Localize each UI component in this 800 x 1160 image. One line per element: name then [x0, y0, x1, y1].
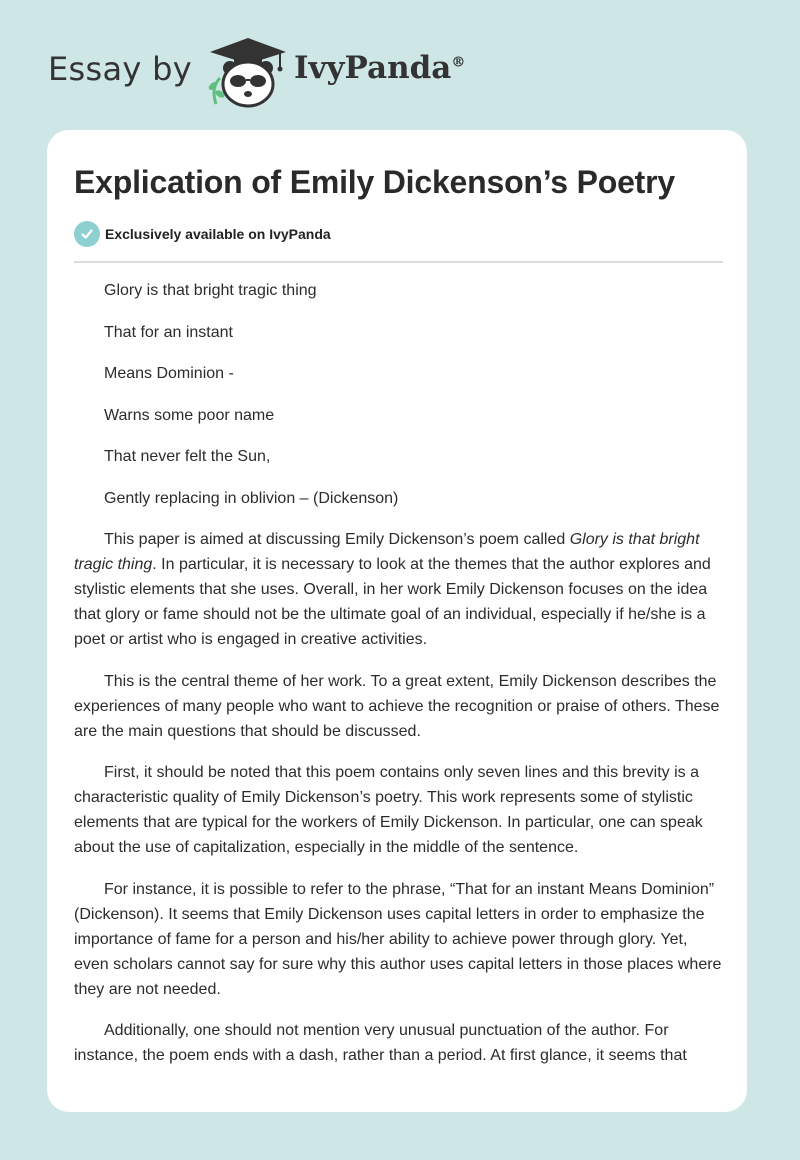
paragraph-text: This paper is aimed at discussing Emily Dickenson’s poem called	[104, 531, 570, 548]
verse-line: Glory is that bright tragic thing	[104, 282, 317, 299]
essay-card	[47, 130, 747, 1112]
brand-name[interactable]	[294, 50, 465, 86]
exclusive-badge	[74, 221, 331, 247]
page-title: Explication of Emily Dickenson’s Poetry	[74, 164, 675, 200]
verse-line: That for an instant	[104, 323, 233, 341]
brand-wordmark: IvyPanda	[294, 50, 452, 86]
essay-by-label: Essay by	[48, 50, 192, 88]
badge-label: Exclusively available on IvyPanda	[105, 226, 331, 242]
check-circle-icon	[74, 221, 100, 247]
verse-line: Warns some poor name	[104, 406, 275, 424]
site-header	[0, 0, 800, 130]
body-paragraph: First, it should be noted that this poem contains only seven lines and this brevity is a characteristic quality of Emily Dickenson’s poetry. This work represents some of stylistic elements that are typical for the workers of Emily Dickenson. In particular, one can speak about the use of capitalization, especially in the middle of the sentence.	[74, 764, 703, 856]
paragraph-text: . In particular, it is necessary to look at the themes that the author explores and stylistic elements that she uses. Overall, in her work Emily Dickenson focuses on the idea that glory or fame should not be the ultimate goal of an individual, especially if he/she is a poet or artist who is engaged in creative activities.	[74, 556, 711, 648]
body-paragraph: This is the central theme of her work. To a great extent, Emily Dickenson describes the experiences of many people who want to achieve the recognition or praise of others. These are the main questions that should be discussed.	[74, 672, 720, 740]
verse-line: Means Dominion -	[104, 365, 234, 382]
panda-logo-icon[interactable]	[200, 34, 296, 110]
verse-line: That never felt the Sun,	[104, 448, 271, 465]
essay-body	[74, 278, 726, 1085]
registered-mark: ®	[451, 54, 466, 71]
divider	[74, 261, 723, 263]
poem-title-emphasis: Glory is that bright tragic thing	[74, 531, 700, 573]
body-paragraph: For instance, it is possible to refer to the phrase, “That for an instant Means Dominion” (Dickenson). It seems that Emily Dickenson uses capital letters in order to emphasize the importance of fame for a person and his/her ability to achieve power through glory. Yet, even scholars cannot say for sure why this author uses capital letters in those places where they are not needed.	[74, 880, 722, 998]
body-paragraph	[74, 527, 726, 652]
body-paragraph: Additionally, one should not mention very unusual punctuation of the author. For instance, the poem ends with a dash, rather than a period. At first glance, it seems that	[74, 1022, 687, 1064]
verse-line: Gently replacing in oblivion – (Dickenson)	[104, 489, 399, 507]
